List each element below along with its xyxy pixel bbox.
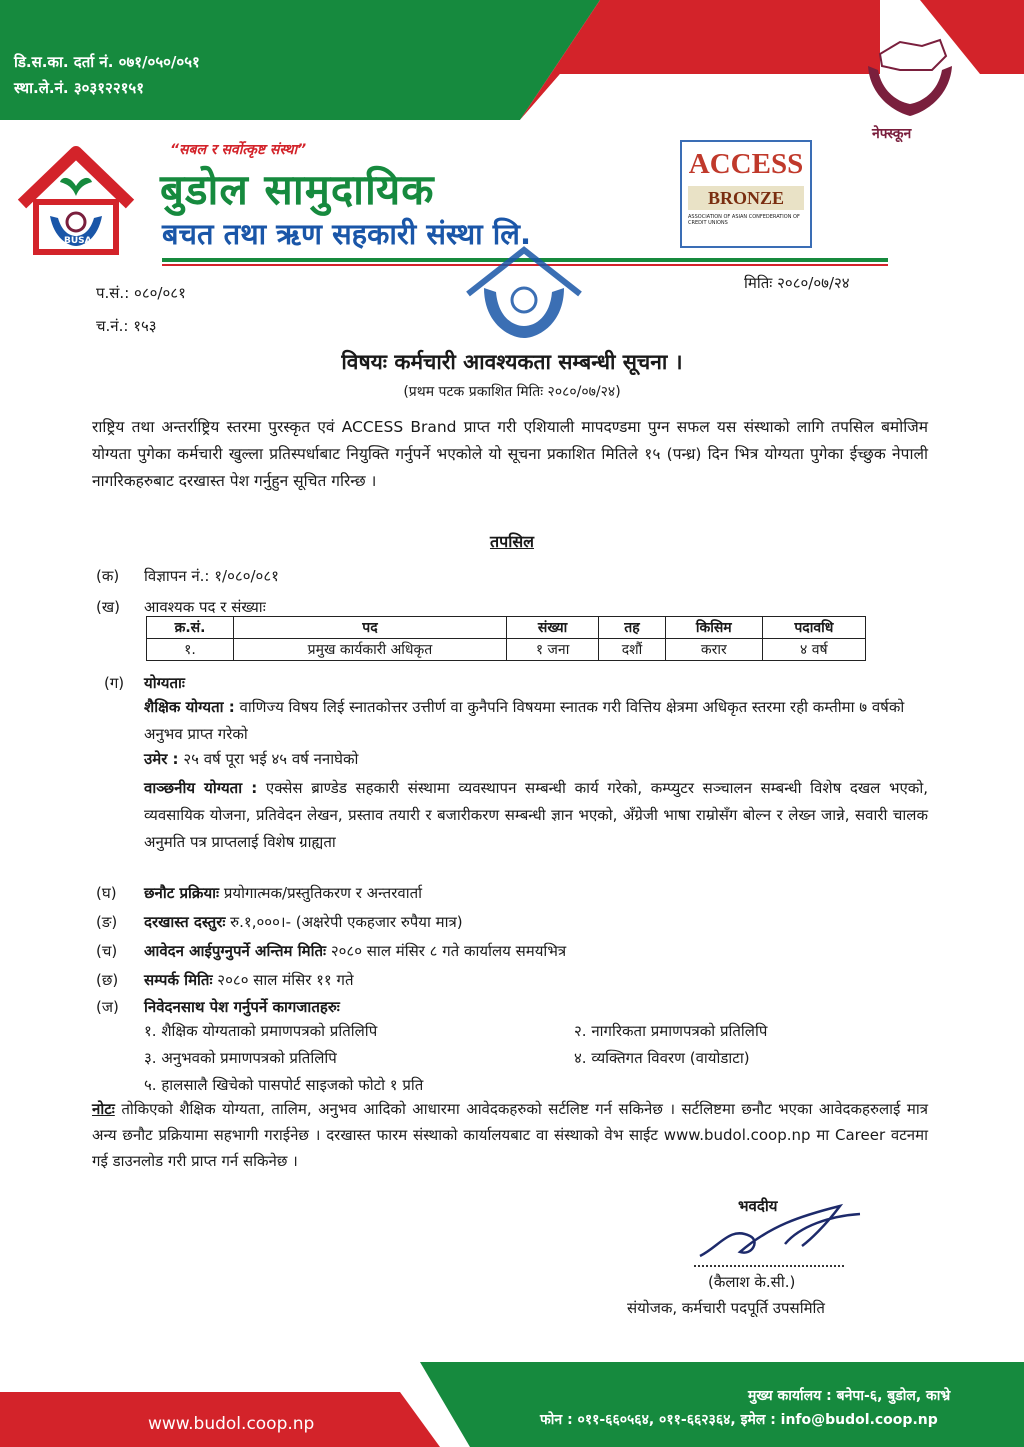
- item-cha-marker: (च): [96, 942, 118, 960]
- closing-word: भवदीय: [738, 1197, 778, 1215]
- selection-text: प्रयोगात्मक/प्रस्तुतिकरण र अन्तरवार्ता: [223, 884, 423, 902]
- signatory-name: (कैलाश के.सी.): [708, 1273, 796, 1291]
- column-header: पद: [234, 617, 507, 639]
- table-header-row: [147, 617, 866, 639]
- deadline-label: आवेदन आईपुग्नुपर्ने अन्तिम मितिः: [144, 942, 327, 960]
- item-chha-marker: (छ): [96, 971, 119, 989]
- fee-text: रु.१,०००।- (अक्षरेपी एकहजार रुपैया मात्र): [230, 913, 463, 931]
- item-ka-marker: (क): [96, 567, 120, 585]
- fee-label: दरखास्त दस्तुरः: [144, 913, 226, 931]
- note-label: नोटः: [92, 1100, 115, 1118]
- column-header: तह: [599, 617, 666, 639]
- note-block: [92, 1096, 928, 1174]
- table-cell: करार: [665, 639, 762, 661]
- access-bronze-badge: [680, 140, 812, 248]
- contact-date: [144, 970, 354, 990]
- nefscun-label: नेफ्स्कून: [872, 126, 912, 142]
- signature-line: [694, 1265, 844, 1267]
- document-item: १. शैक्षिक योग्यताको प्रमाणपत्रको प्रतिलिपि: [144, 1022, 378, 1040]
- intro-paragraph: राष्ट्रिय तथा अन्तर्राष्ट्रिय स्तरमा पुरस्कृत एवं ACCESS Brand प्राप्त गरी एशियाली मापदण्डमा पुग्न सफल यस संस्थाको लागि तपसिल बमोजिम योग्यता पुगेका कर्मचारी खुल्ला प्रतिस्पर्धाबाट नियुक्ति गर्नुपर्ने भएकोले यो सूचना प्रकाशित मितिले १५ (पन्ध्र) दिन भित्र योग्यता पुगेका ईच्छुक नेपाली नागरिकहरुबाट दरखास्त पेश गर्नुहुन सूचित गरिन्छ ।: [92, 418, 928, 490]
- org-name-line2: बचत तथा ऋण सहकारी संस्था लि.: [162, 217, 531, 251]
- item-ga-marker: (ग): [104, 674, 125, 692]
- documents-heading: निवेदनसाथ पेश गर्नुपर्ने कागजातहरुः: [144, 998, 340, 1016]
- signatory-designation: संयोजक, कर्मचारी पदपूर्ति उपसमिति: [627, 1299, 825, 1317]
- patra-sankhya: प.सं.: ०८०/०८१: [96, 284, 186, 302]
- column-header: किसिम: [665, 617, 762, 639]
- nefscun-logo-icon: [860, 36, 960, 132]
- busa-watermark-logo-icon: [462, 244, 586, 344]
- education-requirement: [144, 694, 928, 748]
- access-small-text: ASSOCIATION OF ASIAN CONFEDERATION OF CREDIT UNIONS: [688, 214, 800, 226]
- education-text: वाणिज्य विषय लिई स्नातकोत्तर उत्तीर्ण वा कुनैपनि विषयमा स्नातक गरी वित्तिय क्षेत्रमा अधिकृत स्तरमा रही कम्तीमा ७ वर्षको अनुभव प्राप्त गरेको: [144, 698, 905, 743]
- selection-label: छनौट प्रक्रियाः: [144, 884, 220, 902]
- local-registration-number: स्था.ले.नं. ३०३१२२१५१: [14, 79, 145, 97]
- preferred-label: वाञ्छनीय योग्यता :: [144, 779, 258, 797]
- column-header: पदावधि: [762, 617, 865, 639]
- preferred-qualification: [144, 775, 928, 856]
- application-fee: [144, 912, 463, 932]
- age-text: २५ वर्ष पूरा भई ४५ वर्ष ननाघेको: [183, 750, 359, 768]
- tapasil-heading: तपसिल: [489, 532, 535, 551]
- org-name-line1: बुडोल सामुदायिक: [160, 165, 435, 214]
- footer-contact: फोन : ०११-६६०५६४, ०११-६६२३६४, इमेल : info@budol.coop.np: [540, 1412, 938, 1428]
- position-label: आवश्यक पद र संख्याः: [144, 598, 266, 616]
- table-cell: ४ वर्ष: [762, 639, 865, 661]
- age-requirement: [144, 749, 358, 769]
- education-label: शैक्षिक योग्यता :: [144, 698, 235, 716]
- position-table: [146, 616, 866, 661]
- document-item: २. नागरिकता प्रमाणपत्रको प्रतिलिपि: [574, 1022, 768, 1040]
- table-cell: १ जना: [506, 639, 598, 661]
- chalani-number: च.नं.: १५३: [96, 317, 157, 335]
- access-subtitle: BRONZE: [688, 186, 804, 210]
- table-cell: प्रमुख कार्यकारी अधिकृत: [234, 639, 507, 661]
- table-row: [147, 639, 866, 661]
- subject-heading: विषयः कर्मचारी आवश्यकता सम्बन्धी सूचना ।: [341, 350, 683, 374]
- item-kha-marker: (ख): [96, 598, 120, 616]
- note-text: तोकिएको शैक्षिक योग्यता, तालिम, अनुभव आदिको आधारमा आवेदकहरुको सर्टलिष्ट गर्न सकिनेछ । सर्टलिष्टमा छनौट भएका आवेदकहरुलाई मात्र अन्य छनौट प्रक्रियामा सहभागी गराईनेछ । दरखास्त फारम संस्थाको कार्यालयबाट वा संस्थाको वेभ साईट www.budol.coop.np मा Career वटनमा गई डाउनलोड गरी प्राप्त गर्न सकिनेछ ।: [92, 1100, 928, 1170]
- published-date: (प्रथम पटक प्रकाशित मितिः २०८०/०७/२४): [403, 384, 621, 400]
- item-nga-marker: (ङ): [96, 913, 118, 931]
- advertisement-number: विज्ञापन नं.: १/०८०/०८१: [144, 567, 279, 585]
- table-cell: दशौं: [599, 639, 666, 661]
- document-item: ४. व्यक्तिगत विवरण (वायोडाटा): [574, 1049, 750, 1067]
- document-item: ३. अनुभवको प्रमाणपत्रको प्रतिलिपि: [144, 1049, 337, 1067]
- column-header: क्र.सं.: [147, 617, 234, 639]
- age-label: उमेर :: [144, 750, 179, 768]
- footer-office-address: मुख्य कार्यालय : बनेपा-६, बुडोल, काभ्रे: [748, 1388, 951, 1404]
- busa-logo-label: BUSA: [64, 236, 92, 246]
- table-cell: १.: [147, 639, 234, 661]
- tagline: “सबल र सर्वोत्कृष्ट संस्था”: [170, 142, 307, 158]
- footer-website[interactable]: www.budol.coop.np: [148, 1414, 315, 1434]
- deadline: [144, 941, 566, 961]
- item-gha-marker: (घ): [96, 884, 117, 902]
- registration-number: डि.स.का. दर्ता नं. ०७१/०५०/०५१: [14, 53, 200, 71]
- signature-icon: [690, 1186, 870, 1276]
- item-ja-marker: (ज): [96, 998, 119, 1016]
- qualification-heading: योग्यताः: [144, 674, 185, 692]
- issue-date: मितिः २०८०/०७/२४: [744, 274, 850, 292]
- selection-process: [144, 883, 422, 903]
- contact-date-text: २०८० साल मंसिर ११ गते: [217, 971, 354, 989]
- access-title: ACCESS: [688, 148, 804, 180]
- column-header: संख्या: [506, 617, 598, 639]
- deadline-text: २०८० साल मंसिर ८ गते कार्यालय समयभित्र: [330, 942, 567, 960]
- contact-date-label: सम्पर्क मितिः: [144, 971, 213, 989]
- preferred-text: एक्सेस ब्राण्डेड सहकारी संस्थामा व्यवस्थापन सम्बन्धी कार्य गरेको, कम्प्युटर सञ्चालन सम्बन्धी विशेष दखल भएको, व्यवसायिक योजना, प्रतिवेदन लेखन, प्रस्ताव तयारी र बजारीकरण सम्बन्धी ज्ञान भएको, अँग्रेजी भाषा राम्रोसँग बोल्न र लेख्न जान्ने, सवारी चालक अनुमति पत्र प्राप्तलाई विशेष ग्राह्यता: [144, 779, 928, 851]
- document-item: ५. हालसालै खिचेको पासपोर्ट साइजको फोटो १ प्रति: [144, 1076, 424, 1094]
